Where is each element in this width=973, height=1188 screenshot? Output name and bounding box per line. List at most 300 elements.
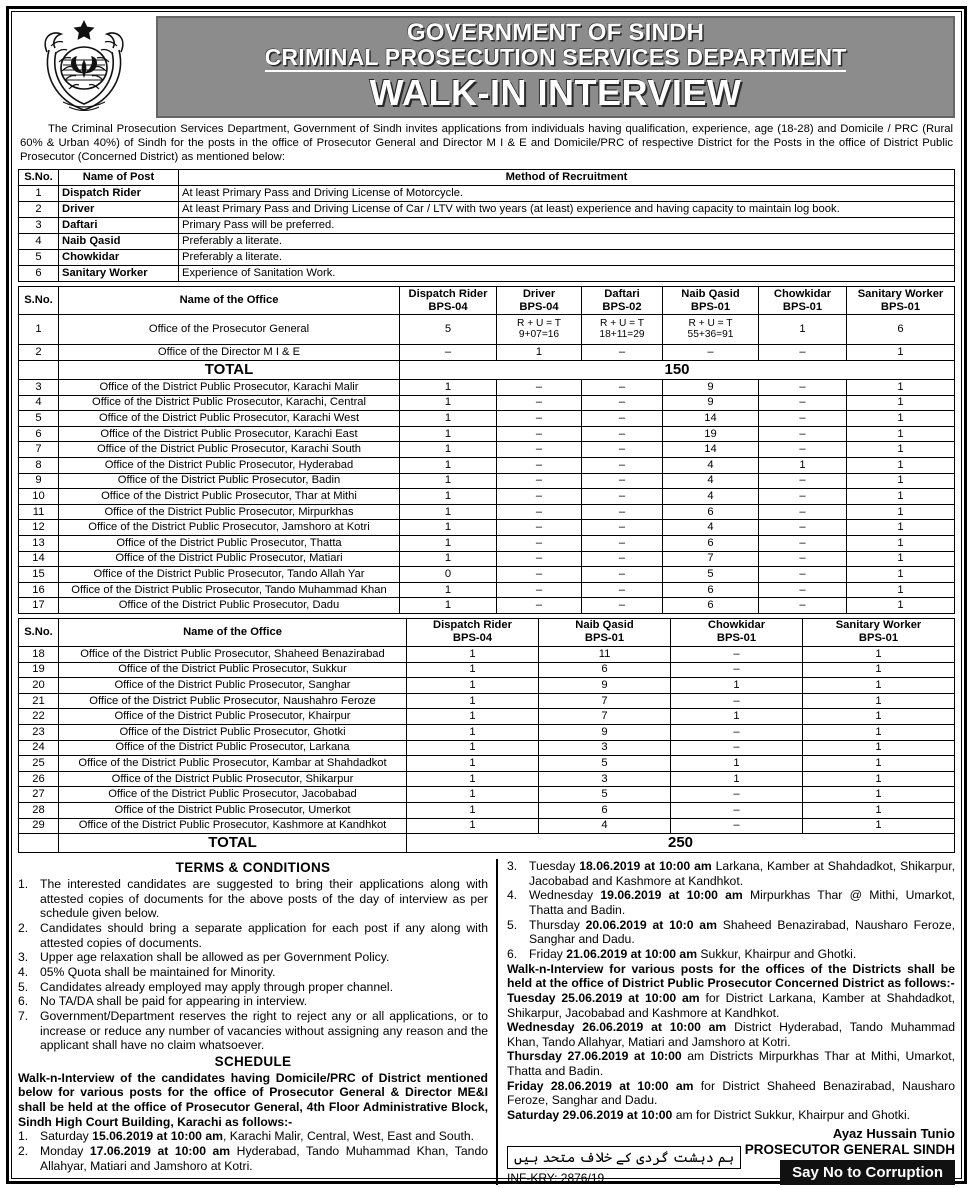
district-schedule-item [507, 1049, 955, 1078]
schedule-item-text [529, 859, 955, 888]
cell-sno: 26 [19, 771, 59, 787]
cell-office: Office of the District Public Prosecutor, Shikarpur [59, 771, 407, 787]
table-row [19, 250, 955, 266]
bottom-section [18, 859, 955, 1185]
cell-sanitary: 1 [847, 536, 955, 552]
page-inner-border [11, 11, 962, 1185]
schedule-item [507, 859, 955, 888]
cell-sno: 7 [19, 442, 59, 458]
cell-driver-l1: R + U = T [517, 318, 561, 330]
col-sanitary-worker-bps: BPS-01 [880, 300, 921, 313]
terms-item [18, 1009, 488, 1053]
cell-total-label: TOTAL [59, 361, 400, 380]
cell-chowkidar: – [671, 787, 803, 803]
cell-naib-l2: 55+36=91 [687, 328, 734, 340]
cell-dispatch: 1 [400, 520, 497, 536]
schedule-item-day: Wednesday [529, 888, 601, 903]
inf-reference-number: INF-KRY: 2876/19 [507, 1170, 605, 1185]
district-schedule-date: Thursday 27.06.2019 at 10:00 [507, 1049, 682, 1064]
table-header-row [19, 618, 955, 646]
schedule-items-left [18, 1129, 488, 1173]
schedule-item-districts: Sukkur, Khairpur and Ghotki. [697, 946, 857, 961]
cell-dispatch: 1 [400, 504, 497, 520]
cell-office: Office of the District Public Prosecutor, Badin [59, 473, 400, 489]
cell-dispatch: 1 [407, 771, 539, 787]
cell-sno: 5 [19, 411, 59, 427]
col-dispatch-rider-label: Dispatch Rider [433, 619, 512, 632]
signer-name: Ayaz Hussain Tunio [832, 1125, 955, 1141]
cell-chowkidar: – [759, 442, 847, 458]
cell-sno: 1 [19, 186, 59, 202]
cell-post: Sanitary Worker [59, 266, 179, 282]
cell-driver: – [497, 442, 582, 458]
district-schedule-date: Tuesday 25.06.2019 at 10:00 am [507, 990, 700, 1005]
cell-office: Office of the District Public Prosecutor, Jamshoro at Kotri [59, 520, 400, 536]
cell-sno: 28 [19, 802, 59, 818]
cell-daftari: – [582, 458, 663, 474]
terms-and-schedule-column [18, 859, 498, 1185]
cell-office: Office of the District Public Prosecutor, Karachi East [59, 426, 400, 442]
col-chowkidar-bps: BPS-01 [782, 300, 823, 313]
table-row [19, 234, 955, 250]
table-row [19, 598, 955, 614]
schedule-item-text [529, 947, 955, 962]
cell-chowkidar: – [759, 504, 847, 520]
schedule-item-districts: Larkana, Kamber at Shahdadkot, Shikarpur, Jacobabad and Kashmore at Kandhkot. [529, 859, 956, 888]
cell-office: Office of the District Public Prosecutor, Ghotki [59, 724, 407, 740]
district-schedule-districts: for District Larkana, Kamber at Shahdadkot, Shikarpur, Jacobabad and Kashmore at Kandhkot. [507, 990, 955, 1020]
col-daftari-bps: BPS-02 [602, 300, 642, 313]
table-row [19, 802, 955, 818]
cell-office: Office of the District Public Prosecutor, Tando Muhammad Khan [59, 582, 400, 598]
cell-sanitary: 1 [803, 802, 955, 818]
cell-chowkidar: – [759, 536, 847, 552]
col-dispatch-rider-bps: BPS-04 [452, 632, 493, 645]
terms-item [18, 877, 488, 921]
cell-sanitary: 1 [847, 489, 955, 505]
cell-naib: 3 [539, 771, 671, 787]
cell-driver: – [497, 380, 582, 396]
cell-daftari: – [582, 536, 663, 552]
cell-sno: 15 [19, 567, 59, 583]
cell-sanitary: 1 [847, 504, 955, 520]
cell-method: At least Primary Pass and Driving License of Motorcycle. [179, 186, 955, 202]
cell-naib: 9 [663, 395, 759, 411]
cell-sanitary: 1 [803, 756, 955, 772]
cell-driver: – [497, 520, 582, 536]
schedule-item-day: Saturday [40, 1129, 93, 1144]
table-row [19, 567, 955, 583]
cell-chowkidar: – [671, 662, 803, 678]
cell-daftari: – [582, 567, 663, 583]
cell-chowkidar: – [759, 520, 847, 536]
cell-office: Office of the District Public Prosecutor, Tando Allah Yar [59, 567, 400, 583]
cell-sno: 23 [19, 724, 59, 740]
cell-daftari: – [582, 345, 663, 361]
cell-office: Office of the District Public Prosecutor, Thatta [59, 536, 400, 552]
terms-item-text: Government/Department reserves the right to reject any or all applications, or to increase or reduce any number of vacancies without assigning any reason and the applicant shall have no claim whatsoever. [40, 1008, 488, 1053]
cell-dispatch: 1 [407, 693, 539, 709]
terms-item-number: 1. [18, 877, 29, 892]
terms-list [18, 877, 488, 1053]
table-row [19, 186, 955, 202]
district-schedule-districts: am Districts Mirpurkhas Thar at Mithi, Umarkot, Thatta and Badin. [507, 1049, 955, 1079]
cell-sanitary: 1 [803, 787, 955, 803]
office-vacancy-table-2 [18, 618, 955, 853]
cell-sno: 9 [19, 473, 59, 489]
schedule-item-text [529, 918, 955, 947]
cell-sno: 5 [19, 250, 59, 266]
cell-naib: 5 [539, 756, 671, 772]
cell-naib: 7 [539, 693, 671, 709]
recruitment-rows [19, 186, 955, 282]
cell-driver: – [497, 426, 582, 442]
cell-chowkidar: – [671, 802, 803, 818]
table-row [19, 771, 955, 787]
schedule-item-number: 6. [507, 946, 518, 961]
cell-office: Office of the District Public Prosecutor, Kashmore at Kandhkot [59, 818, 407, 834]
cell-dispatch: 1 [407, 678, 539, 694]
cell-chowkidar: – [671, 724, 803, 740]
cell-sno: 13 [19, 536, 59, 552]
cell-office: Office of the District Public Prosecutor, Sukkur [59, 662, 407, 678]
cell-daftari: – [582, 504, 663, 520]
district-schedule-districts: am for District Sukkur, Khairpur and Ghotki. [672, 1107, 911, 1122]
cell-sanitary: 1 [803, 740, 955, 756]
col-chowkidar [671, 618, 803, 646]
col-dispatch-rider [407, 618, 539, 646]
terms-item-number: 4. [18, 964, 29, 979]
schedule-item-date: 15.06.2019 at 10:00 am [92, 1129, 223, 1144]
cell-naib: 9 [663, 380, 759, 396]
table-row [19, 520, 955, 536]
cell-sno: 29 [19, 818, 59, 834]
schedule-item-date: 18.06.2019 at 10:00 am [579, 859, 712, 874]
schedule-item [18, 1144, 488, 1173]
terms-item-number: 5. [18, 979, 29, 994]
table-row [19, 380, 955, 396]
table-row [19, 442, 955, 458]
table-row [19, 582, 955, 598]
cell-total-value: 150 [400, 361, 955, 380]
cell-sno: 19 [19, 662, 59, 678]
terms-item-text: Upper age relaxation shall be allowed as per Government Policy. [40, 950, 390, 965]
terms-item-text: 05% Quota shall be maintained for Minority. [40, 964, 276, 979]
col-driver-label: Driver [522, 287, 556, 300]
cell-sno: 4 [19, 234, 59, 250]
cell-naib: 14 [663, 411, 759, 427]
cell-sanitary: 1 [847, 551, 955, 567]
col-naib-qasid-bps: BPS-01 [584, 632, 625, 645]
district-schedule-intro: Walk-n-Interview for various posts for the offices of the Districts shall be held at the office of District Public Prosecutor Concerned District as follows:- [507, 961, 955, 991]
table-row [19, 709, 955, 725]
schedule-item-districts: , Karachi Malir, Central, West, East and South. [222, 1129, 475, 1144]
table-row [19, 489, 955, 505]
cell-daftari: – [582, 380, 663, 396]
col-sanitary-worker [803, 618, 955, 646]
cell-driver: – [497, 473, 582, 489]
cell-chowkidar: 1 [671, 771, 803, 787]
cell-chowkidar: – [759, 380, 847, 396]
cell-sanitary: 6 [847, 315, 955, 345]
col-sno: S.No. [19, 287, 59, 315]
cell-dispatch: 1 [407, 740, 539, 756]
terms-item [18, 980, 488, 995]
cell-dispatch: 1 [400, 411, 497, 427]
table-total-row [19, 834, 955, 853]
table-row [19, 218, 955, 234]
cell-daftari: – [582, 598, 663, 614]
cell-sno: 4 [19, 395, 59, 411]
cell-method: Experience of Sanitation Work. [179, 266, 955, 282]
table-row [19, 345, 955, 361]
table-row [19, 411, 955, 427]
cell-dispatch: 1 [407, 724, 539, 740]
cell-naib: 19 [663, 426, 759, 442]
cell-chowkidar: – [759, 551, 847, 567]
schedule-item-day: Monday [40, 1143, 90, 1158]
signature-block [745, 1127, 955, 1185]
schedule-item-number: 3. [507, 859, 518, 874]
col-driver-bps: BPS-04 [519, 300, 559, 313]
table-header-row [19, 287, 955, 315]
table-header-row [19, 170, 955, 186]
cell-sno: 16 [19, 582, 59, 598]
cell-naib: 9 [539, 724, 671, 740]
cell-daftari-l2: 18+11=29 [599, 328, 645, 340]
cell-dispatch: – [400, 345, 497, 361]
cell-dispatch: 1 [407, 756, 539, 772]
cell-sanitary: 1 [847, 411, 955, 427]
cell-sno: 12 [19, 520, 59, 536]
col-naib-qasid [539, 618, 671, 646]
urdu-slogan: ہم دہشت گردی کے خلاف متحد ہیں [507, 1146, 741, 1169]
terms-item-text: Candidates already employed may apply through proper channel. [40, 979, 393, 994]
cell-chowkidar: – [759, 567, 847, 583]
district-schedule-item [507, 1020, 955, 1049]
cell-post: Daftari [59, 218, 179, 234]
cell-naib: 7 [663, 551, 759, 567]
cell-sno: 18 [19, 646, 59, 662]
cell-dispatch: 0 [400, 567, 497, 583]
cell-sno: 21 [19, 693, 59, 709]
cell-sno: 20 [19, 678, 59, 694]
schedule-item-districts: Hyderabad, Tando Muhammad Khan, Tando Allahyar, Matiari and Jamshoro at Kotri. [40, 1143, 489, 1173]
page-outer-border [6, 6, 967, 1184]
cell-daftari: – [582, 473, 663, 489]
cell-sanitary: 1 [803, 693, 955, 709]
cell-chowkidar: – [671, 740, 803, 756]
cell-dispatch: 1 [400, 473, 497, 489]
schedule-item [18, 1129, 488, 1144]
cell-dispatch: 1 [400, 489, 497, 505]
cell-sanitary: 1 [803, 709, 955, 725]
cell-daftari: – [582, 489, 663, 505]
col-dispatch-rider-label: Dispatch Rider [408, 287, 488, 300]
terms-item-text: No TA/DA shall be paid for appearing in interview. [40, 994, 308, 1009]
cell-sanitary: 1 [847, 520, 955, 536]
schedule-item-districts: Mirpurkhas Thar @ Mithi, Umarkot, Thatta and Badin. [529, 888, 956, 918]
cell-sanitary: 1 [847, 442, 955, 458]
cell-naib: 7 [539, 709, 671, 725]
cell-naib: 5 [539, 787, 671, 803]
schedule-item [507, 947, 955, 962]
schedule-item-day: Thursday [529, 917, 586, 932]
table-row [19, 395, 955, 411]
cell-naib: 5 [663, 567, 759, 583]
schedule-item-date: 17.06.2019 at 10:00 am [89, 1143, 231, 1158]
table-row [19, 202, 955, 218]
cell-office: Office of the District Public Prosecutor, Karachi Malir [59, 380, 400, 396]
table-total-row [19, 361, 955, 380]
cell-chowkidar: – [671, 693, 803, 709]
cell-naib: 6 [663, 536, 759, 552]
col-chowkidar [759, 287, 847, 315]
cell-naib: 6 [539, 802, 671, 818]
cell-naib: 6 [663, 582, 759, 598]
cell-office: Office of the District Public Prosecutor, Hyderabad [59, 458, 400, 474]
col-sanitary-worker-bps: BPS-01 [858, 632, 899, 645]
cell-post: Chowkidar [59, 250, 179, 266]
schedule-intro: Walk-n-Interview of the candidates having Domicile/PRC of District mentioned below for various posts for the office of Prosecutor General & Director ME&I shall be held at the office of Prosecutor General, 4th Floor Administrative Block, Sindh High Court Building, Karachi as follows:- [18, 1070, 488, 1129]
cell-driver: – [497, 489, 582, 505]
cell-sanitary: 1 [803, 724, 955, 740]
table-row [19, 678, 955, 694]
terms-item-number: 3. [18, 950, 29, 965]
district-schedule-date: Friday 28.06.2019 at 10:00 am [507, 1078, 694, 1093]
cell-naib: 4 [663, 473, 759, 489]
cell-driver: – [497, 458, 582, 474]
cell-driver: – [497, 536, 582, 552]
schedule-title: SCHEDULE [214, 1053, 292, 1069]
col-sanitary-worker [847, 287, 955, 315]
cell-office: Office of the District Public Prosecutor, Larkana [59, 740, 407, 756]
cell-chowkidar: – [671, 818, 803, 834]
cell-sanitary: 1 [847, 582, 955, 598]
signer-role: PROSECUTOR GENERAL SINDH [744, 1141, 955, 1157]
cell-chowkidar: – [759, 395, 847, 411]
header-line-department: CRIMINAL PROSECUTION SERVICES DEPARTMENT [265, 45, 847, 72]
schedule-item-day: Friday [529, 946, 567, 961]
cell-dispatch: 1 [400, 395, 497, 411]
cell-sanitary: 1 [803, 771, 955, 787]
cell-method: At least Primary Pass and Driving License of Car / LTV with two years (at least) experience and having capacity to maintain log book. [179, 202, 955, 218]
cell-naib: 6 [663, 598, 759, 614]
cell-dispatch: 1 [400, 536, 497, 552]
page-footer [507, 1123, 955, 1185]
cell-office: Office of the District Public Prosecutor, Sanghar [59, 678, 407, 694]
schedule-item-number: 2. [18, 1143, 29, 1158]
cell-office: Office of the District Public Prosecutor, Mirpurkhas [59, 504, 400, 520]
page-header [18, 16, 955, 118]
table-row [19, 536, 955, 552]
cell-chowkidar: – [759, 582, 847, 598]
schedule-item-number: 1. [18, 1129, 29, 1144]
table-row [19, 818, 955, 834]
table-row [19, 756, 955, 772]
table-row [19, 458, 955, 474]
cell-empty [19, 834, 59, 853]
cell-office: Office of the District Public Prosecutor, Khairpur [59, 709, 407, 725]
cell-office: Office of the Prosecutor General [59, 315, 400, 345]
col-method-of-recruitment: Method of Recruitment [179, 170, 955, 186]
cell-sanitary: 1 [803, 646, 955, 662]
terms-item-text: Candidates should bring a separate application for each post if any along with attested copies of documents. [40, 921, 488, 950]
schedule-item-districts: Shaheed Benazirabad, Nausharo Feroze, Sanghar and Dadu. [529, 917, 955, 947]
col-name-of-post: Name of Post [59, 170, 179, 186]
col-naib-qasid-label: Naib Qasid [575, 619, 634, 632]
cell-dispatch: 5 [400, 315, 497, 345]
cell-sanitary: 1 [847, 567, 955, 583]
schedule-right-column [498, 859, 955, 1185]
cell-post: Dispatch Rider [59, 186, 179, 202]
cell-sno: 17 [19, 598, 59, 614]
cell-naib: 4 [663, 520, 759, 536]
table-row [19, 551, 955, 567]
cell-sno: 3 [19, 218, 59, 234]
cell-total-value: 250 [407, 834, 955, 853]
col-dispatch-rider [400, 287, 497, 315]
table-row [19, 662, 955, 678]
cell-naib: 4 [539, 818, 671, 834]
table-row [19, 426, 955, 442]
schedule-item-text [529, 888, 955, 917]
cell-chowkidar: – [759, 489, 847, 505]
cell-chowkidar: 1 [759, 458, 847, 474]
terms-item [18, 950, 488, 965]
cell-sanitary: 1 [803, 818, 955, 834]
schedule-item-number: 4. [507, 888, 518, 903]
schedule-item-number: 5. [507, 917, 518, 932]
cell-sno: 10 [19, 489, 59, 505]
cell-dispatch: 1 [400, 442, 497, 458]
cell-sanitary: 1 [847, 473, 955, 489]
cell-sno: 3 [19, 380, 59, 396]
cell-dispatch: 1 [400, 458, 497, 474]
cell-post: Driver [59, 202, 179, 218]
cell-chowkidar: 1 [671, 709, 803, 725]
cell-office: Office of the District Public Prosecutor, Dadu [59, 598, 400, 614]
cell-sno: 6 [19, 266, 59, 282]
table-row [19, 724, 955, 740]
col-chowkidar-bps: BPS-01 [716, 632, 757, 645]
cell-dispatch: 1 [407, 802, 539, 818]
cell-naib: 14 [663, 442, 759, 458]
district-schedule-districts: for District Shaheed Benazirabad, Nausharo Feroze, Sanghar and Dadu. [507, 1078, 955, 1108]
cell-office: Office of the District Public Prosecutor, Kambar at Shahdadkot [59, 756, 407, 772]
terms-item-text: The interested candidates are suggested to bring their applications along with attested copies of documents for the above posts of the day of interview as per schedule given below. [40, 877, 488, 921]
cell-method: Preferably a literate. [179, 250, 955, 266]
cell-dispatch: 1 [407, 709, 539, 725]
table-row [19, 266, 955, 282]
urdu-slogan-block [507, 1146, 741, 1185]
cell-sno: 2 [19, 345, 59, 361]
cell-method: Primary Pass will be preferred. [179, 218, 955, 234]
col-naib-qasid-label: Naib Qasid [681, 287, 740, 300]
cell-naib-l1: R + U = T [688, 318, 733, 330]
col-office: Name of the Office [59, 287, 400, 315]
col-sno: S.No. [19, 618, 59, 646]
cell-office: Office of the District Public Prosecutor, Umerkot [59, 802, 407, 818]
col-office: Name of the Office [59, 618, 407, 646]
cell-sanitary: 1 [847, 395, 955, 411]
cell-office: Office of the District Public Prosecutor, Karachi West [59, 411, 400, 427]
table-row [19, 315, 955, 345]
cell-chowkidar: 1 [759, 315, 847, 345]
cell-method: Preferably a literate. [179, 234, 955, 250]
cell-sanitary: 1 [847, 426, 955, 442]
district-schedule-item [507, 991, 955, 1020]
